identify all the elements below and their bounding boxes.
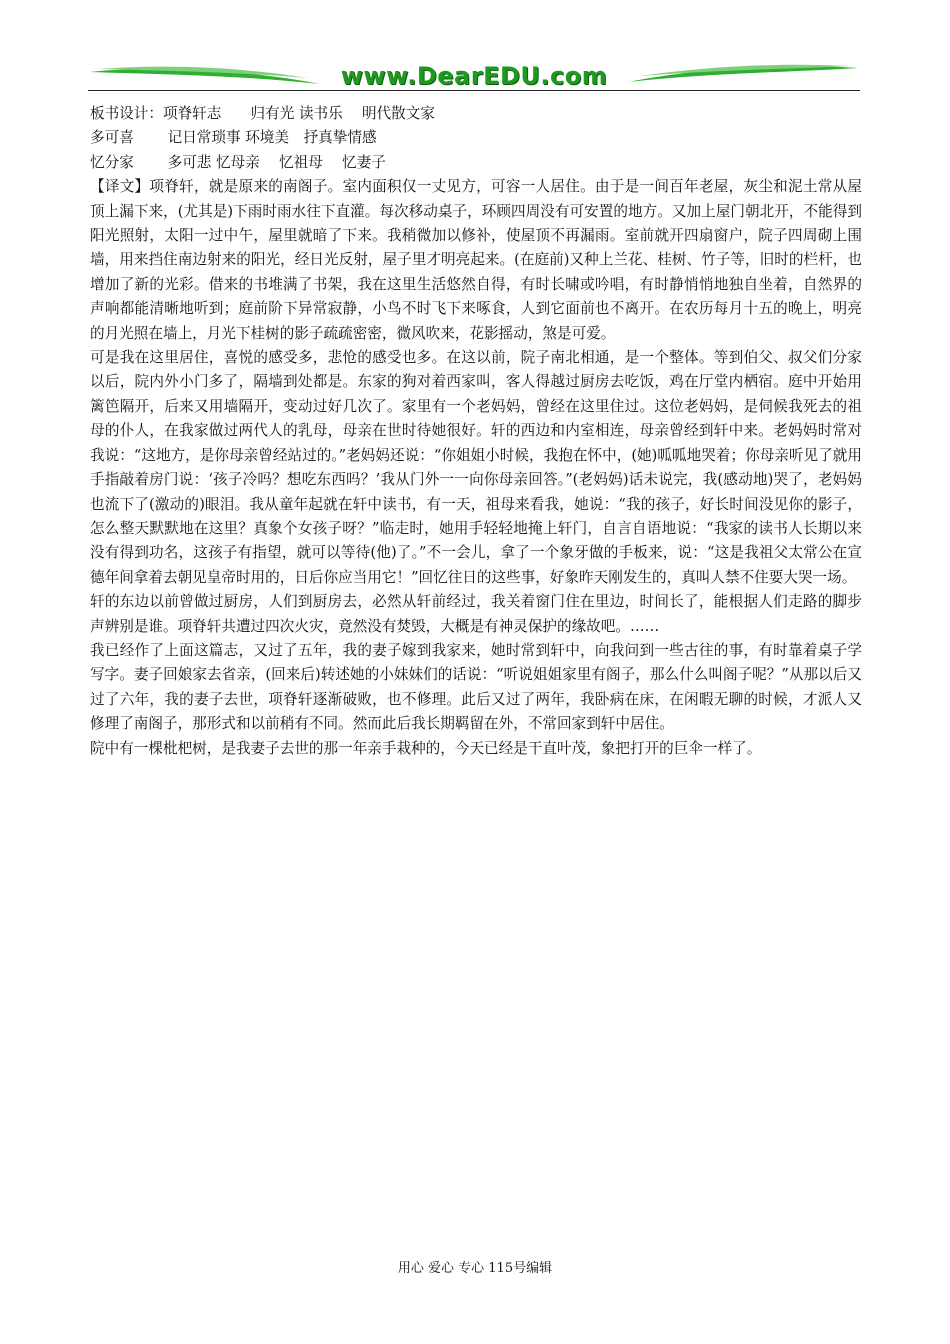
site-logo[interactable]: www.DearEDU.com <box>340 62 608 90</box>
translation-paragraph-3: 轩的东边以前曾做过厨房，人们到厨房去，必然从轩前经过，我关着窗门住在里边，时间长了，能根据人们走路的脚步声辨别是谁。项脊轩共遭过四次火灾，竟然没有焚毁，大概是有神灵保护的缘故吧。…… <box>90 593 862 635</box>
outline-line-1: 板书设计：项脊轩志 归有光 读书乐 明代散文家 <box>90 105 435 122</box>
header-divider <box>88 90 860 91</box>
translation-paragraph-5: 院中有一棵枇杷树，是我妻子去世的那一年亲手栽种的，今天已经是干直叶茂，象把打开的巨伞一样了。 <box>90 739 762 757</box>
document-body <box>90 102 862 761</box>
outline-line-2: 多可喜 记日常琐事 环境美 抒真挚情感 <box>90 129 377 147</box>
outline-line-3: 忆分家 多可悲 忆母亲 忆祖母 忆妻子 <box>90 153 386 171</box>
site-header <box>88 60 860 96</box>
page-footer: 用心 爱心 专心 115号编辑 <box>397 1261 553 1276</box>
translation-paragraph-4: 我已经作了上面这篇志，又过了五年，我的妻子嫁到我家来，她时常到轩中，向我问到一些古往的事，有时靠着桌子学写字。妻子回娘家去省亲，(回来后)转述她的小妹妹们的话说：“听说姐姐家里有阁子，那么什么叫阁子呢？”从那以后又过了六年，我的妻子去世，项脊轩逐渐破败，也不修理。此后又过了两年，我卧病在床，在闲暇无聊的时候，才派人又修理了南阁子，那形式和以前稍有不同。然而此后我长期羁留在外，不常回家到轩中居住。 <box>90 641 862 733</box>
translation-paragraph-1: 【译文】项脊轩，就是原来的南阁子。室内面积仅一丈见方，可容一人居住。由于是一间百年老屋，灰尘和泥土常从屋顶上漏下来，(尤其是)下雨时雨水往下直灌。每次移动桌子，环顾四周没有可安置的地方。又加上屋门朝北开，不能得到阳光照射，太阳一过中午，屋里就暗了下来。我稍微加以修补，使屋顶不再漏雨。室前就开四扇窗户，院子四周砌上围墙，用来挡住南边射来的阳光，经日光反射，屋子里才明亮起来。(在庭前)又种上兰花、桂树、竹子等，旧时的栏杆，也增加了新的光彩。借来的书堆满了书架，我在这里生活悠然自得，有时长啸或吟唱，有时静悄悄地独自坐着，自然界的声响都能清晰地听到；庭前阶下异常寂静，小鸟不时飞下来啄食，人到它面前也不离开。在农历每月十五的晚上，明亮的月光照在墙上，月光下桂树的影子疏疏密密，微风吹来，花影摇动，煞是可爱。 <box>90 178 862 342</box>
translation-paragraph-2: 可是我在这里居住，喜悦的感受多，悲怆的感受也多。在这以前，院子南北相通，是一个整体。等到伯父、叔父们分家以后，院内外小门多了，隔墙到处都是。东家的狗对着西家叫，客人得越过厨房去吃饭，鸡在厅堂内栖宿。庭中开始用篱笆隔开，后来又用墙隔开，变动过好几次了。家里有一个老妈妈，曾经在这里住过。这位老妈妈，是伺候我死去的祖母的仆人，在我家做过两代人的乳母，母亲在世时待她很好。轩的西边和内室相连，母亲曾经到轩中来。老妈妈时常对我说：“这地方，是你母亲曾经站过的。”老妈妈还说：“你姐姐小时候，我抱在怀中，(她)呱呱地哭着；你母亲听见了就用手指敲着房门说：‘孩子冷吗？想吃东西吗？’我从门外一一向你母亲回答。”(老妈妈)话未说完，我(感动地)哭了，老妈妈也流下了(激动的)眼泪。我从童年起就在轩中读书，有一天，祖母来看我，她说：“我的孩子，好长时间没见你的影子，怎么整天默默地在这里？真象个女孩子呀？”临走时，她用手轻轻地掩上轩门，自言自语地说：“我家的读书人长期以来没有得到功名，这孩子有指望，就可以等待(他)了。”不一会儿，拿了一个象牙做的手板来，说：“这是我祖父太常公在宣德年间拿着去朝见皇帝时用的，日后你应当用它！”回忆往日的这些事，好象昨天刚发生的，真叫人禁不住要大哭一场。 <box>90 349 862 586</box>
